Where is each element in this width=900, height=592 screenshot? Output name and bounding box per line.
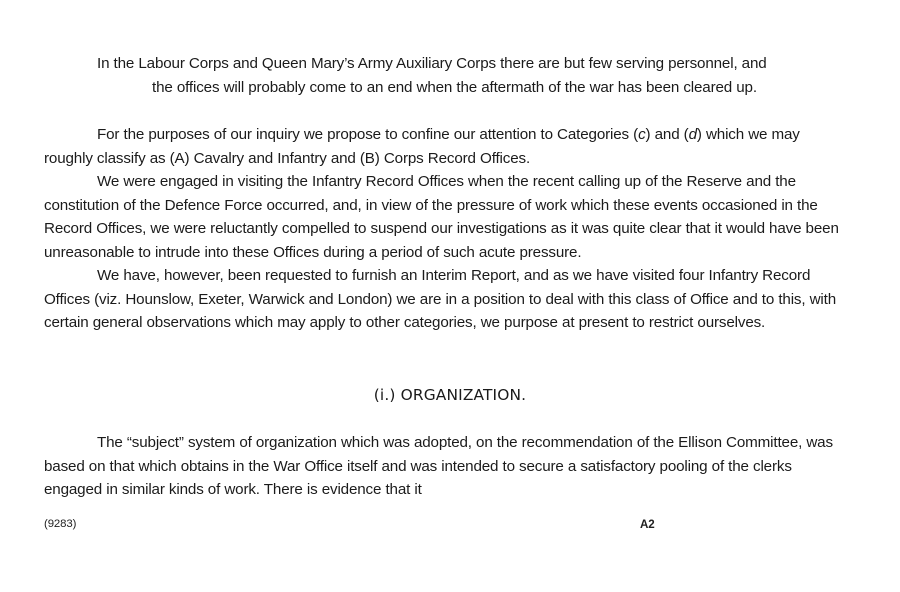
paragraph-categories [44, 123, 850, 170]
opening-quote-line-1: In the Labour Corps and Queen Mary’s Army Auxiliary Corps there are but few serving personnel, and [97, 55, 767, 72]
footer-folio-mark: A2 [640, 518, 655, 531]
opening-quote-paragraph [44, 52, 850, 99]
document-body [44, 52, 850, 335]
paragraph-subject-system: The “subject” system of organization which was adopted, on the recommendation of the Ellison Committee, was based on that which obtains in the War Office itself and was intended to secure a satisfactory pooling of the clerks engaged in similar kinds of work. There is evidence that it [44, 434, 833, 498]
paragraph-categories-text-after: ) which we may roughly classify as (A) Cavalry and Infantry and (B) Corps Record Offices. [44, 126, 800, 167]
paragraph-categories-text-before: For the purposes of our inquiry we propose to confine our attention to Categories ( [97, 126, 639, 143]
opening-quote-line-2: the offices will probably come to an end when the aftermath of the war has been cleared up. [152, 78, 757, 96]
paragraph-interim-report: We have, however, been requested to furnish an Interim Report, and as we have visited four Infantry Record Offices (viz. Hounslow, Exeter, Warwick and London) we are in a position to deal with this class of Office and to this, with certain general observations which may apply to other categories, we purpose at present to restrict ourselves. [44, 267, 837, 331]
section-heading-organization: (i.) ORGANIZATION. [373, 386, 527, 404]
page-footer [0, 518, 900, 540]
section-heading-container [0, 386, 900, 405]
paragraph-spacer [44, 99, 850, 123]
footer-signature-number: (9283) [44, 518, 77, 530]
paragraph-visiting-record-offices: We were engaged in visiting the Infantry Record Offices when the recent calling up of the Reserve and the constitution of the Defence Force occurred, and, in view of the pressure of work which these events occasioned in the Record Offices, we were reluctantly compelled to suspend our investigations as it was quite clear that it would have been unreasonable to intrude into these Offices during a period of such acute pressure. [44, 173, 839, 261]
category-letter-c: c [638, 126, 646, 143]
category-letter-d: d [688, 126, 697, 143]
paragraph-categories-text-between: ) and ( [645, 126, 689, 143]
document-body-continued [44, 431, 850, 502]
